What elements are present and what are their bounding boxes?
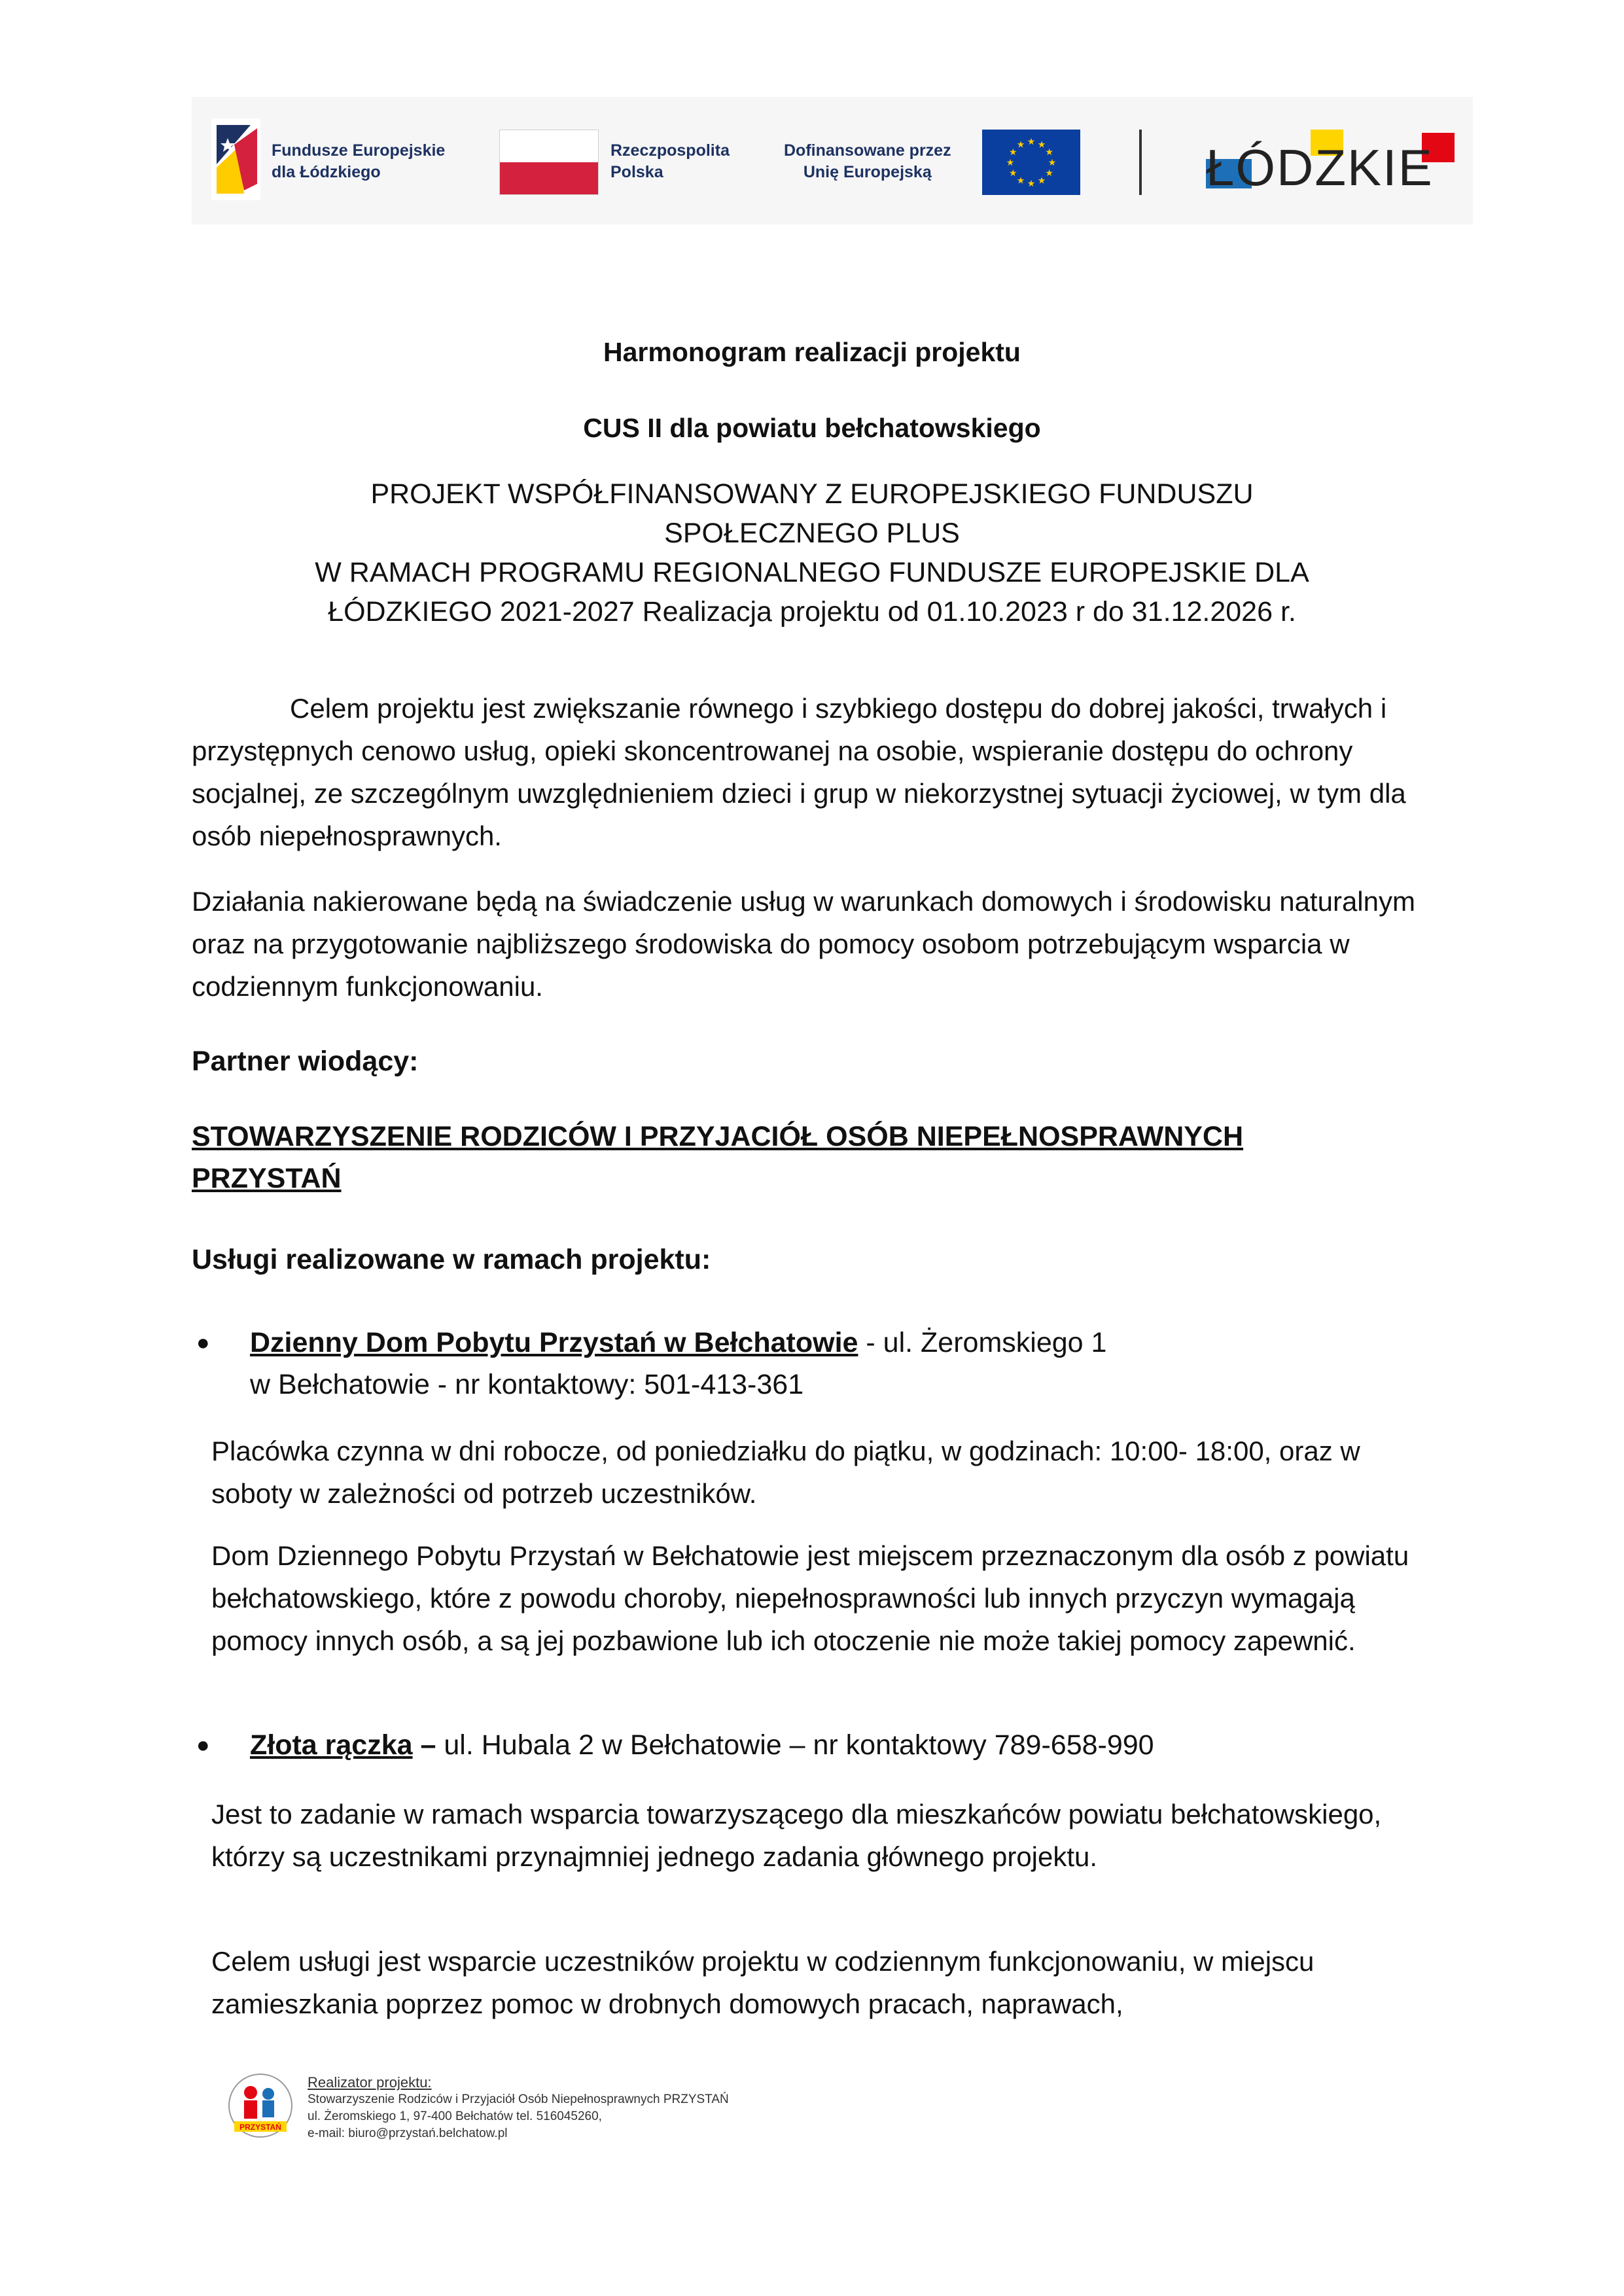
service-item-zlota-raczka [196, 1724, 1426, 1766]
service-name: Dzienny Dom Pobytu Przystań w Bełchatowie [250, 1327, 858, 1358]
funding-line-4: ŁÓDZKIEGO 2021-2027 Realizacja projektu od 01.10.2023 r do 31.12.2026 r. [328, 596, 1296, 627]
eu-star-icon: ★ [1027, 178, 1036, 188]
footer-line: e-mail: biuro@przystań.belchatow.pl [308, 2127, 508, 2140]
funding-line-3: W RAMACH PROGRAMU REGIONALNEGO FUNDUSZE EUROPEJSKIE DLA [315, 557, 1309, 588]
partner-name-line-1: STOWARZYSZENIE RODZICÓW I PRZYJACIÓŁ OSÓB NIEPEŁNOSPRAWNYCH [192, 1121, 1244, 1152]
przystan-logo-icon [228, 2073, 293, 2138]
partner-name-line-2: PRZYSTAŃ [192, 1163, 342, 1194]
rp-text-line-2: Polska [610, 163, 663, 181]
bullet-icon: ● [196, 1330, 210, 1355]
eu-star-icon: ★ [1006, 157, 1015, 168]
eu-flag-icon [982, 130, 1080, 195]
footer-line: Stowarzyszenie Rodziców i Przyjaciół Osób Niepełnosprawnych PRZYSTAŃ [308, 2093, 729, 2106]
service-paragraph: Dom Dziennego Pobytu Przystań w Bełchatowie jest miejscem przeznaczonym dla osób z powiatu bełchatowskiego, które z powodu choroby, niepełnosprawności lub innych przyczyn wymagają pomocy innych osób, a są jej pozbawione lub ich otoczenie nie może takiej pomocy zapewnić. [211, 1540, 1409, 1656]
eu-star-icon: ★ [1016, 175, 1025, 186]
eu-text-line-2: Unię Europejską [803, 163, 932, 181]
project-actions-paragraph: Działania nakierowane będą na świadczenie usług w warunkach domowych i środowisku naturalnym oraz na przygotowanie najbliższego środowiska do pomocy osobom potrzebującym wsparcia w codziennym funkcjonowaniu. [192, 886, 1415, 1002]
service-paragraph: Jest to zadanie w ramach wsparcia towarzyszącego dla mieszkańców powiatu bełchatowskiego, którzy są uczestnikami przynajmniej jednego zadania głównego projektu. [211, 1799, 1382, 1872]
service-item-dzienny-dom [196, 1322, 1426, 1405]
funding-line-2: SPOŁECZNEGO PLUS [664, 518, 960, 549]
service-paragraph: Placówka czynna w dni robocze, od poniedziałku do piątku, w godzinach: 10:00- 18:00, oraz w soboty w zależności od potrzeb uczestników. [211, 1436, 1360, 1509]
eu-star-icon: ★ [1037, 175, 1046, 186]
bullet-icon: ● [196, 1733, 210, 1757]
funding-logo-strip [192, 97, 1473, 224]
eu-text-line-1: Dofinansowane przez [784, 141, 951, 160]
eu-star-icon: ★ [1027, 136, 1036, 147]
fe-text-line-1: Fundusze Europejskie [272, 141, 446, 160]
service-paragraph: Celem usługi jest wsparcie uczestników projektu w codziennym funkcjonowaniu, w miejscu zamieszkania poprzez pomoc w drobnych domowych pracach, naprawach, [211, 1946, 1315, 2019]
footer-info [308, 2074, 729, 2142]
service-address: - ul. Żeromskiego 1 [858, 1327, 1107, 1358]
partner-organization-name [192, 1116, 1455, 1199]
eu-star-icon: ★ [1045, 147, 1053, 157]
service-address: ul. Hubala 2 w Bełchatowie – nr kontaktowy 789-658-990 [436, 1729, 1154, 1761]
eu-star-icon: ★ [1045, 168, 1053, 178]
polish-flag-icon [499, 130, 599, 195]
eu-star-icon: ★ [1048, 157, 1057, 168]
eu-star-icon: ★ [1009, 168, 1017, 178]
document-title: Harmonogram realizacji projektu [603, 337, 1021, 367]
eu-star-icon: ★ [1009, 147, 1017, 157]
logo-divider [1139, 130, 1142, 195]
eu-star-icon: ★ [1016, 139, 1025, 150]
document-subtitle: CUS II dla powiatu bełchatowskiego [583, 413, 1041, 443]
lodzkie-logo-icon [1206, 123, 1468, 202]
footer-label: Realizator projektu: [308, 2074, 432, 2091]
svg-text:ŁÓDZKIE: ŁÓDZKIE [1206, 139, 1434, 196]
eu-star-icon: ★ [1037, 139, 1046, 150]
service-name: Złota rączka [250, 1729, 413, 1761]
rp-text-line-1: Rzeczpospolita [610, 141, 730, 160]
fundusze-europejskie-text [272, 140, 445, 183]
rzeczpospolita-text [610, 140, 730, 183]
footer-logo-text: PRZYSTAŃ [239, 2123, 281, 2132]
fe-text-line-2: dla Łódzkiego [272, 163, 381, 181]
service-contact: w Bełchatowie - nr kontaktowy: 501-413-361 [250, 1369, 804, 1400]
fundusze-europejskie-logo-icon [211, 118, 260, 200]
project-goal-paragraph: Celem projektu jest zwiększanie równego i szybkiego dostępu do dobrej jakości, trwałych i przystępnych cenowo usług, opieki skoncentrowanej na osobie, wspieranie dostępu do ochrony socjalnej, ze szczególnym uwzględnieniem dzieci i grup w niekorzystnej sytuacji życiowej, w tym dla osób niepełnosprawnych. [192, 693, 1406, 851]
funding-line-1: PROJEKT WSPÓŁFINANSOWANY Z EUROPEJSKIEGO FUNDUSZU [370, 478, 1254, 510]
partner-heading: Partner wiodący: [192, 1046, 419, 1077]
service-dash: – [412, 1729, 436, 1761]
funding-statement [192, 474, 1432, 631]
footer-line: ul. Żeromskiego 1, 97-400 Bełchatów tel. 516045260, [308, 2110, 602, 2123]
services-heading: Usługi realizowane w ramach projektu: [192, 1244, 711, 1275]
eu-cofinanced-text [784, 140, 951, 183]
